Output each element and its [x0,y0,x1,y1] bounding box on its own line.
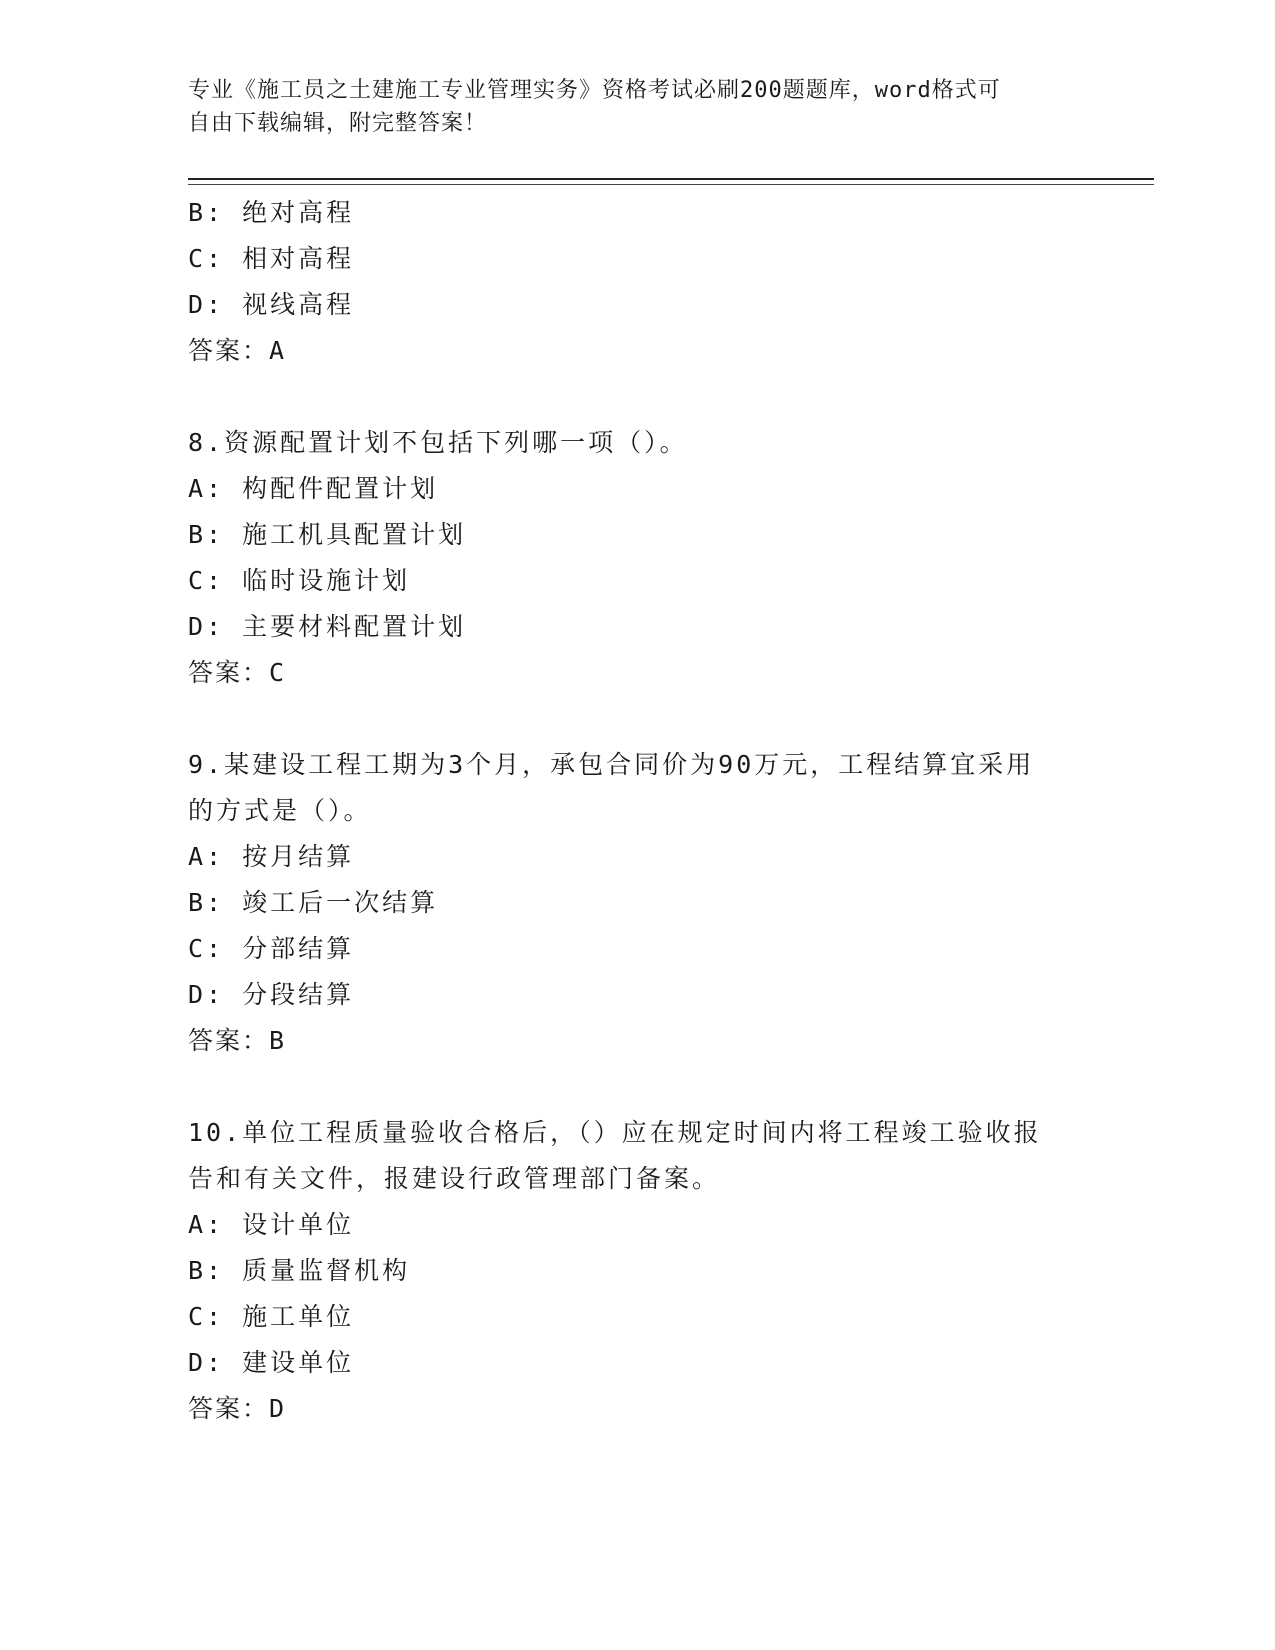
question-9 [188,742,1088,1064]
header-line-2: 自由下载编辑，附完整答案！ [188,111,488,136]
header-divider-thin [188,184,1154,185]
question-stem-line-1: 10.单位工程质量验收合格后，（）应在规定时间内将工程竣工验收报 [188,1118,1042,1147]
question-stem: 8.资源配置计划不包括下列哪一项（）。 [188,428,688,457]
option-b: B: 质量监督机构 [188,1256,411,1285]
option-c: C: 施工单位 [188,1302,355,1331]
option-a: A: 设计单位 [188,1210,355,1239]
document-header [188,74,1068,140]
question-spacer [188,374,1088,420]
question-8 [188,420,1088,696]
answer-text: 答案：A [188,336,287,365]
option-c: C: 相对高程 [188,244,355,273]
option-c: C: 分部结算 [188,934,355,963]
question-stem-line-1: 9.某建设工程工期为3个月，承包合同价为90万元，工程结算宜采用 [188,750,1035,779]
option-b: B: 绝对高程 [188,198,355,227]
option-b: B: 竣工后一次结算 [188,888,439,917]
question-10 [188,1110,1088,1432]
question-stem-line-2: 告和有关文件，报建设行政管理部门备案。 [188,1164,721,1193]
answer-text: 答案：C [188,658,287,687]
answer-text: 答案：D [188,1394,287,1423]
option-a: A: 构配件配置计划 [188,474,439,503]
option-d: D: 主要材料配置计划 [188,612,467,641]
option-c: C: 临时设施计划 [188,566,411,595]
option-a: A: 按月结算 [188,842,355,871]
question-7 [188,190,1088,374]
header-line-1: 专业《施工员之土建施工专业管理实务》资格考试必刷200题题库，word格式可 [188,78,1001,103]
question-spacer [188,696,1088,742]
question-spacer [188,1064,1088,1110]
option-b: B: 施工机具配置计划 [188,520,467,549]
header-divider-thick [188,178,1154,180]
option-d: D: 建设单位 [188,1348,355,1377]
option-d: D: 分段结算 [188,980,355,1009]
answer-text: 答案：B [188,1026,287,1055]
option-d: D: 视线高程 [188,290,355,319]
question-stem-line-2: 的方式是（）。 [188,796,372,825]
question-list [188,190,1088,1432]
